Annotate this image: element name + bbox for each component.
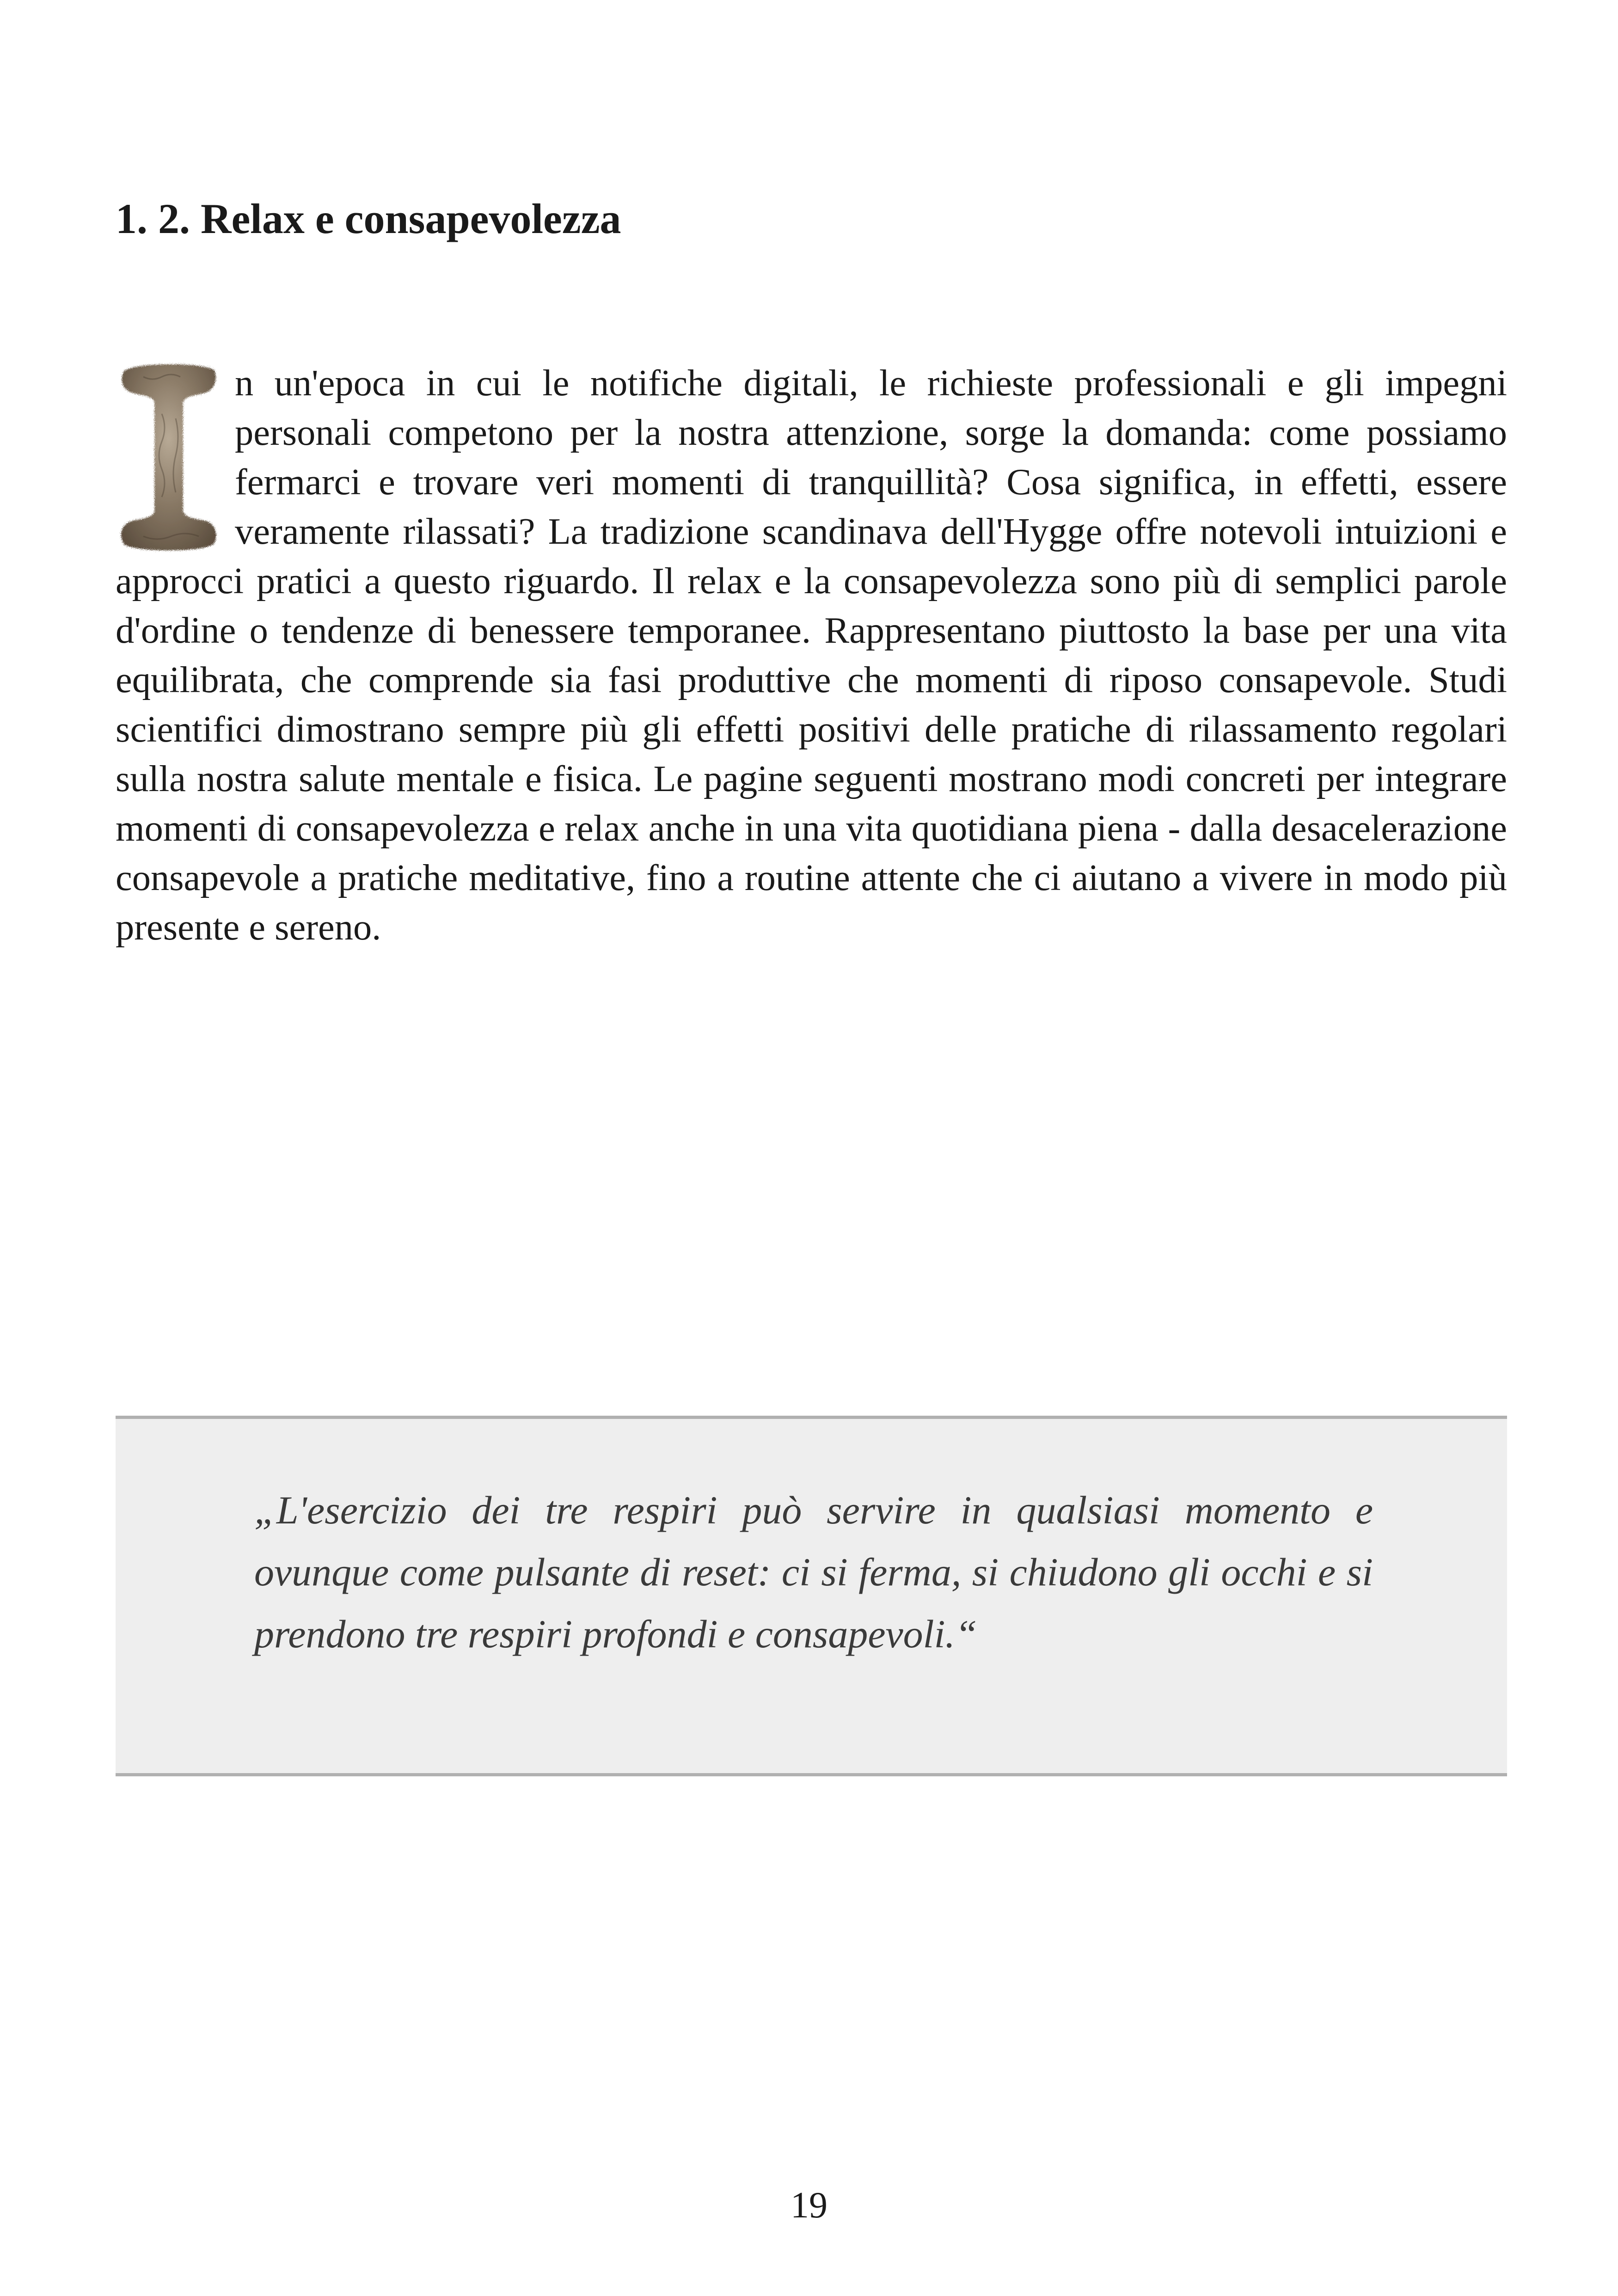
body-paragraph: [116, 358, 1507, 952]
drop-cap: [116, 358, 222, 555]
quote-box: [116, 1416, 1507, 1776]
quote-text: „L'esercizio dei tre respiri può servire in qualsiasi momento e ovunque come pulsante di reset: ci si ferma, si chiudono gli occhi e si prendono tre respiri profondi e consapevoli.“: [254, 1488, 1373, 1656]
page-number: 19: [791, 2185, 827, 2226]
section-heading: 1. 2. Relax e consapevolezza: [116, 195, 621, 242]
fur-letter-i-icon: [116, 358, 222, 555]
body-text: n un'epoca in cui le notifiche digitali, le richieste professionali e gli impegni personali competono per la nostra attenzione, sorge la domanda: come possiamo fermarci e trovare veri momenti di tranquillità? Cosa significa, in effetti, essere veramente rilassati? La tradizione scandinava dell'Hygge offre notevoli intuizioni e approcci pratici a questo riguardo. Il relax e la consapevolezza sono più di semplici parole d'ordine o tendenze di benessere temporanee. Rappresentano piuttosto la base per una vita equilibrata, che comprende sia fasi produttive che momenti di riposo consapevole. Studi scientifici dimostrano sempre più gli effetti positivi delle pratiche di rilassamento regolari sulla nostra salute mentale e fisica. Le pagine seguenti mostrano modi concreti per integrare momenti di consapevolezza e relax anche in una vita quotidiana piena - dalla desacelerazione consapevole a pratiche meditative, fino a routine attente che ci aiutano a vivere in modo più presente e sereno.: [116, 362, 1507, 948]
